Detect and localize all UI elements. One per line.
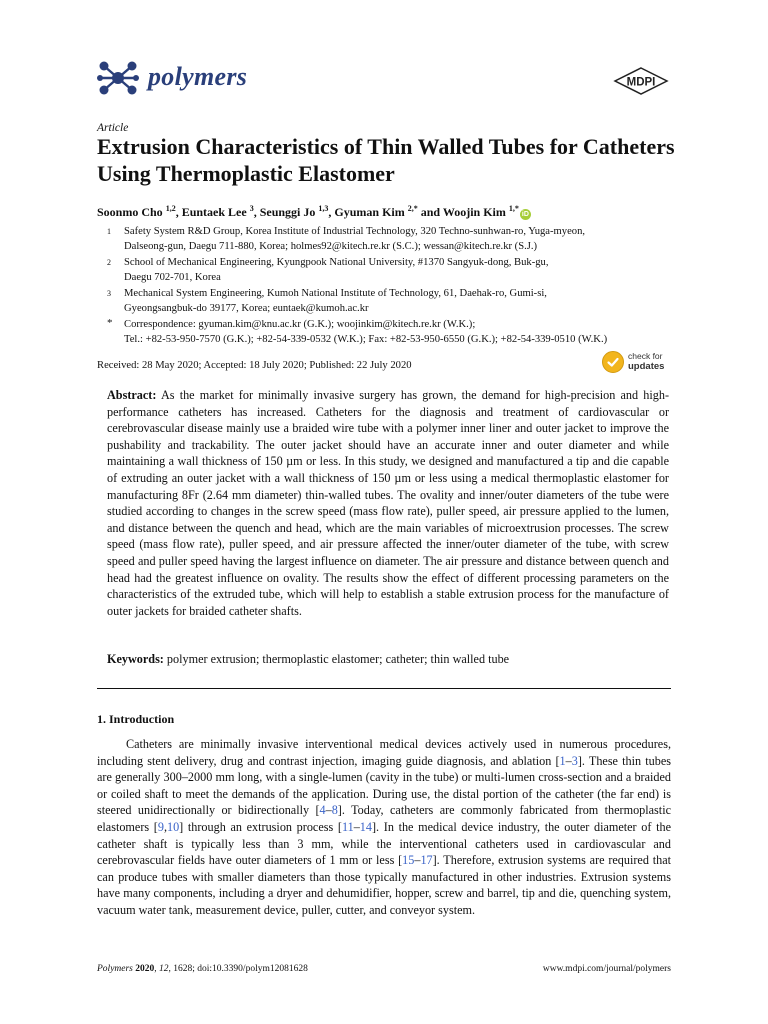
- paragraph-text: ]. In the medical device industry, the outer diameter of the catheter shaft is typically less than 3 mm, while the interventional catheters used in cardiovascular and cerebrovascular fields have outer diameters of 1 mm or less [: [97, 819, 671, 868]
- affiliation-line: School of Mechanical Engineering, Kyungpook National University, #1370 Sangyuk-dong, Buk-gu,: [124, 257, 549, 268]
- affiliation-line: Gyeongsangbuk-do 39177, Korea; euntaek@kumoh.ac.kr: [124, 303, 369, 315]
- article-title: Extrusion Characteristics of Thin Walled Tubes for Catheters Using Thermoplastic Elastomer: [97, 134, 675, 186]
- author-separator: ,: [328, 205, 335, 219]
- introduction-heading: 1. Introduction: [97, 712, 175, 726]
- author-name[interactable]: Soonmo Cho: [97, 205, 163, 219]
- affiliation-marker: 3: [107, 289, 111, 298]
- affiliation-3: [107, 286, 684, 316]
- mdpi-logo-text: MDPI: [626, 76, 656, 89]
- orcid-icon[interactable]: iD: [521, 211, 529, 218]
- affiliation-1: [107, 224, 684, 254]
- author-affiliation-sup: 1,3: [318, 204, 329, 213]
- paragraph-text: –: [325, 803, 332, 818]
- reference-link[interactable]: 4: [319, 803, 326, 818]
- author-affiliation-sup: 2,*: [407, 204, 418, 213]
- keywords: [107, 651, 669, 667]
- correspondence: [107, 317, 684, 347]
- affiliation-line: Tel.: +82-53-950-7570 (G.K.); +82-54-339-0532 (W.K.); Fax: +82-53-950-6550 (G.K.); +82-54-339-0510 (W.K.): [124, 334, 608, 346]
- author-affiliation-sup: 1,*: [508, 204, 519, 213]
- paragraph-text: ,: [163, 819, 167, 834]
- abstract-text: As the market for minimally invasive surgery has grown, the demand for high-precision and high-performance catheters has increased. Catheters for the diagnosis and treatment of cardiovascular or cerebrovascular disease mainly use a braided wire tube with a polymer inner liner and outer jacket to improve the pushability and trackability. The outer jacket should have an accurate inner and outer diameter and while maintaining a wall thickness of 150 µm or less. In this study, we designed and manufactured a tip and die capable of extruding an outer jacket with a wall thickness of 150 µm or less using a medical thermoplastic elastomer for manufacturing 8Fr (2.64 mm diameter) thin-walled tubes. The ovality and inner/outer diameters of the tube were studied according to changes in the screw speed (mass flow rate), puller speed, air pressure applied to the lumen, and distance between the quench and head, which are the main variables of microextrusion processes. The screw speed (mass flow rate), puller speed, and air pressure affected the inner/outer diameter of the tube, with screw speed and puller speed having the largest influence on diameter. The air pressure and distance between quench and head had the greatest influence on ovality. The results show the effect of different processing parameters on the characteristics of the extruded tube, which will help to establish a stable extrusion process for the manufacture of outer jackets for braided catheter shafts.: [107, 388, 670, 618]
- polymers-logo-icon: [96, 58, 140, 98]
- author-name[interactable]: Gyuman Kim: [334, 205, 405, 219]
- author-affiliation-sup: 1,2: [165, 204, 176, 213]
- reference-link[interactable]: 8: [331, 803, 338, 818]
- paragraph-text: ]. Therefore, extrusion systems are required that can produce tubes with smaller diameters than those typically manufactured in other industries. Extrusion systems have many components, including a dryer and dehumidifier, hopper, screw and barrel, tip and die, quenching system, vacuum water tank, measurement device, puller, cutter, and conveyor system.: [97, 853, 671, 917]
- introduction-paragraph: [97, 736, 671, 919]
- author-name[interactable]: Euntaek Lee: [181, 205, 247, 219]
- paragraph-text: ] through an extrusion process [: [179, 819, 342, 834]
- reference-link[interactable]: 1: [559, 753, 566, 768]
- footer-volume: 12: [159, 964, 169, 974]
- author-name[interactable]: Woojin Kim: [442, 205, 506, 219]
- journal-url-link[interactable]: www.mdpi.com/journal/polymers: [542, 964, 671, 974]
- affiliation-marker: 1: [107, 227, 111, 236]
- reference-link[interactable]: 15: [402, 853, 415, 868]
- affiliation-line: Daegu 702-701, Korea: [124, 272, 221, 284]
- check-for-updates-badge[interactable]: [602, 350, 674, 374]
- author-separator: ,: [253, 205, 260, 219]
- author-separator: and: [417, 205, 443, 219]
- check-updates-icon: [602, 351, 624, 373]
- abstract-label: Abstract:: [107, 388, 157, 402]
- paragraph-text: –: [353, 819, 360, 834]
- paragraph-text: Catheters are minimally invasive interventional medical devices actively used in numerous procedures, including stent delivery, drug and contrast injection, imaging guide diagnosis, and ablation [: [97, 737, 671, 768]
- check-updates-line-1: check for: [628, 351, 663, 361]
- affiliation-line: Dalseong-gun, Daegu 711-880, Korea; holmes92@kitech.re.kr (S.C.); wessan@kitech.re.kr (S.J.): [124, 241, 538, 253]
- affiliation-marker: 2: [107, 258, 111, 267]
- footer-journal: Polymers: [97, 964, 133, 974]
- journal-name: polymers: [148, 62, 248, 91]
- affiliation-line: Safety System R&D Group, Korea Institute of Industrial Technology, 320 Techno-sunhwan-ro, Yuga-myeon,: [124, 226, 586, 237]
- reference-link[interactable]: 10: [166, 819, 180, 834]
- citation-footer: Polymers 2020, 12, 1628; doi:10.3390/polym12081628: [97, 964, 308, 974]
- section-divider: [97, 688, 671, 689]
- author-list: [97, 204, 531, 220]
- keywords-label: Keywords:: [107, 652, 164, 666]
- author-separator: ,: [175, 205, 182, 219]
- check-updates-line-2: updates: [628, 361, 665, 372]
- reference-link[interactable]: 3: [571, 753, 578, 768]
- footer-year: 2020: [135, 964, 155, 974]
- affiliation-line: Mechanical System Engineering, Kumoh National Institute of Technology, 61, Daehak-ro, Gumi-si,: [124, 288, 547, 299]
- publication-dates: Received: 28 May 2020; Accepted: 18 July 2020; Published: 22 July 2020: [97, 360, 412, 371]
- affiliation-line: Correspondence: gyuman.kim@knu.ac.kr (G.K.); woojinkim@kitech.re.kr (W.K.);: [124, 319, 476, 330]
- affiliation-2: [107, 255, 684, 285]
- paragraph-text: –: [565, 753, 572, 768]
- paragraph-text: ]. These thin tubes are generally 300–2000 mm long, with a single-lumen (cavity in the tube) or multi-lumen cross-section and a braided or coiled shaft to meet the demands of the application. During use, the distal portion of the catheter (the far end) is steered unidirectionally or bidirectionally [: [97, 753, 671, 818]
- paragraph-text: –: [414, 853, 421, 868]
- author-affiliation-sup: 3: [249, 204, 254, 213]
- article-type: Article: [97, 122, 129, 134]
- keywords-text: polymer extrusion; thermoplastic elastomer; catheter; thin walled tube: [166, 652, 510, 666]
- mdpi-logo-icon: [612, 66, 670, 96]
- reference-link[interactable]: 11: [341, 819, 354, 834]
- affiliation-marker: *: [107, 317, 113, 329]
- reference-link[interactable]: 9: [157, 819, 164, 834]
- reference-link[interactable]: 14: [359, 819, 372, 834]
- author-name[interactable]: Seunggi Jo: [259, 205, 316, 219]
- paragraph-text: ]. Today, catheters are commonly fabricated from thermoplastic elastomers [: [97, 803, 671, 834]
- abstract: [107, 387, 669, 619]
- reference-link[interactable]: 17: [420, 853, 433, 868]
- footer-doi: , 1628; doi:10.3390/polym12081628: [168, 964, 308, 974]
